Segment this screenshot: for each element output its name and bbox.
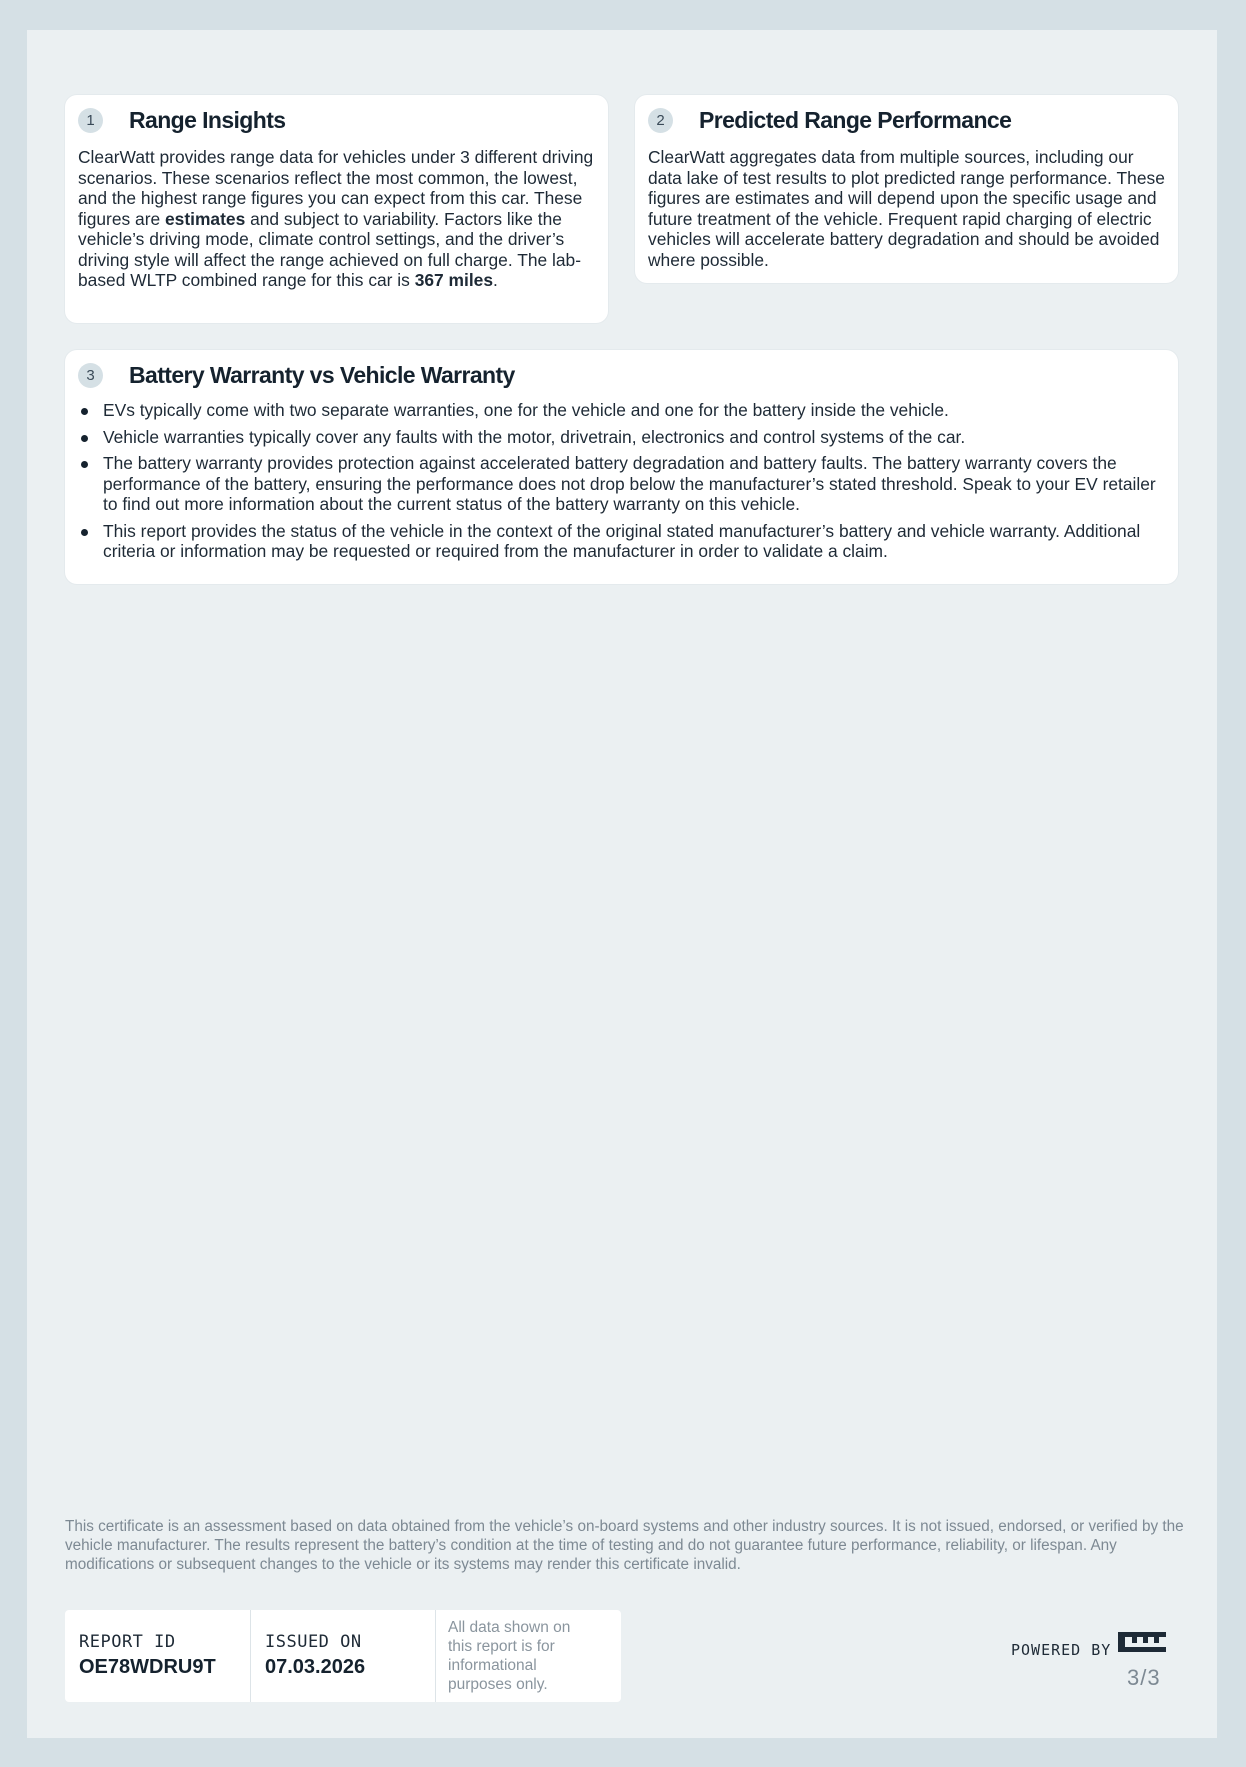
range-insights-card [65, 95, 608, 323]
bullet-text: EVs typically come with two separate warranties, one for the vehicle and one for the battery inside the vehicle. [103, 400, 949, 420]
section-number-badge: 1 [78, 108, 103, 133]
warranty-card [65, 350, 1178, 584]
card-body [648, 147, 1168, 270]
report-id-label: REPORT ID [79, 1632, 176, 1652]
report-meta-box [65, 1610, 621, 1702]
card-title: Battery Warranty vs Vehicle Warranty [129, 362, 515, 388]
bullet-text: The battery warranty provides protection against accelerated battery degradation and battery faults. The battery warranty covers the performance of the battery, ensuring the performance does not drop below the manufacturer’s stated threshold. Speak to your EV retailer to find out more information about the current status of the battery warranty on this vehicle. [103, 453, 1156, 514]
page-number: 3/3 [1127, 1665, 1161, 1690]
card-header [648, 107, 1011, 134]
emphasis-text: estimates [165, 208, 246, 229]
bullet-dot-icon [81, 461, 88, 468]
issued-on-cell [250, 1610, 435, 1702]
issued-on-date: 07.03.2026 [265, 1656, 366, 1678]
issued-on-label: ISSUED ON [265, 1632, 362, 1652]
powered-by-label: POWERED BY [1011, 1641, 1112, 1659]
emphasis-text: 367 miles [414, 270, 494, 290]
informational-note-cell [435, 1610, 621, 1702]
body-text: and subject to variability. Factors like the vehicle’s driving mode, climate control settings, and the driver’s driving style will affect the range achieved on full charge. The lab-based WLTP combined range for this car is [78, 208, 582, 290]
bullet-item [78, 453, 1163, 515]
predicted-range-card [635, 95, 1178, 283]
report-id-cell [65, 1610, 250, 1702]
section-number-badge: 3 [78, 363, 103, 388]
bullet-dot-icon [81, 408, 88, 415]
card-title: Range Insights [129, 107, 286, 133]
report-page [27, 30, 1217, 1738]
card-body [78, 400, 1163, 568]
certificate-disclaimer: This certificate is an assessment based on data obtained from the vehicle’s on-board systems and other industry sources. It is not issued, endorsed, or verified by the vehicle manufacturer. The results represent the battery’s condition at the time of testing and do not guarantee future performance, reliability, or lifespan. Any modifications or subsequent changes to the vehicle or its systems may render this certificate invalid. [65, 1518, 1184, 1573]
bullet-item [78, 521, 1163, 562]
body-text: . [493, 270, 498, 290]
body-text: ClearWatt provides range data for vehicles under 3 different driving scenarios. These scenarios reflect the most common, the lowest, and the highest range figures you can expect from this car. These figures are [78, 147, 594, 229]
section-number-badge: 2 [648, 108, 673, 133]
card-header [78, 107, 285, 134]
bullet-item [78, 400, 1163, 421]
report-id-value: OE78WDRU9T [79, 1656, 216, 1678]
bullet-text: This report provides the status of the vehicle in the context of the original stated manufacturer’s battery and vehicle warranty. Additional criteria or information may be requested or required from the manufacturer in order to validate a claim. [103, 520, 1141, 561]
bullet-item [78, 427, 1163, 448]
card-body [78, 147, 598, 291]
informational-note: All data shown on this report is for informational purposes only. [448, 1619, 571, 1693]
card-title: Predicted Range Performance [699, 107, 1012, 133]
card-header [78, 362, 515, 389]
bullet-dot-icon [81, 435, 88, 442]
warranty-bullet-list [78, 400, 1163, 562]
clearwatt-logo-icon [1118, 1630, 1166, 1654]
bullet-dot-icon [81, 529, 88, 536]
body-text: ClearWatt aggregates data from multiple sources, including our data lake of test results to plot predicted range performance. These figures are estimates and will depend upon the specific usage and future treatment of the vehicle. Frequent rapid charging of electric vehicles will accelerate battery degradation and should be avoided where possible. [648, 147, 1165, 270]
bullet-text: Vehicle warranties typically cover any faults with the motor, drivetrain, electronics and control systems of the car. [103, 426, 966, 447]
